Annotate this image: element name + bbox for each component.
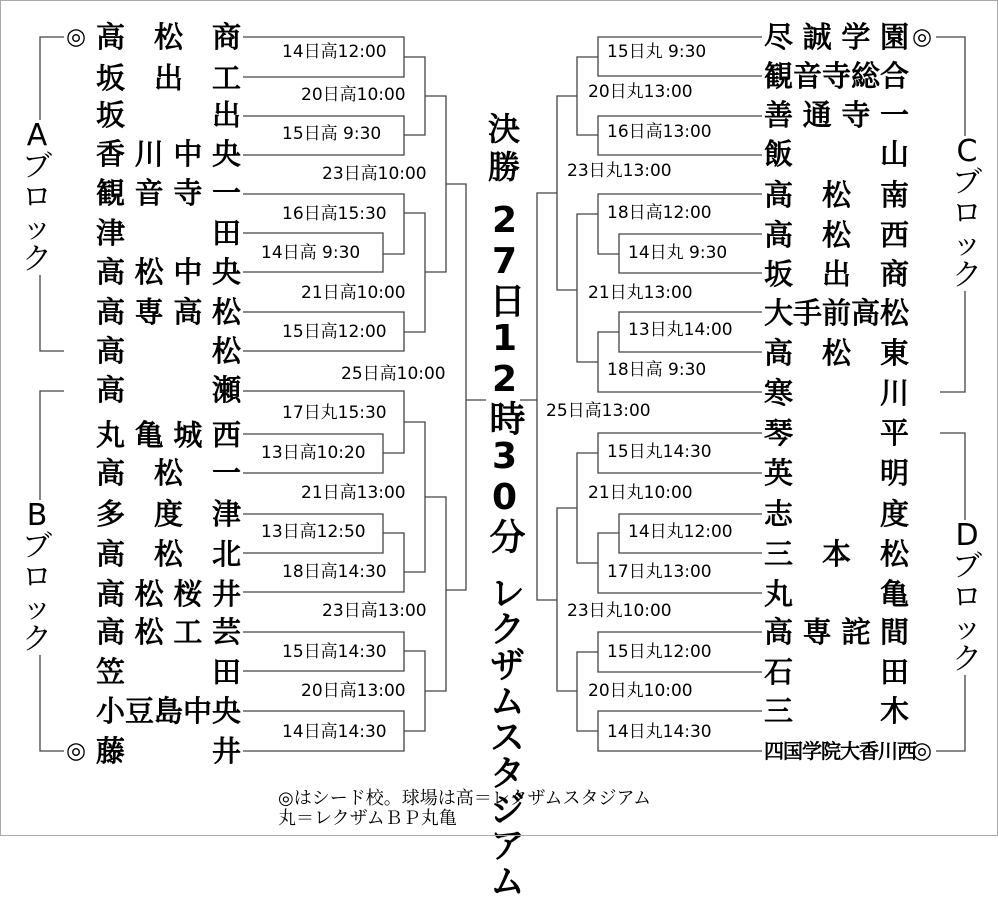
bracket-line <box>404 422 425 572</box>
final-venue: レクザムスタジアム <box>484 574 525 898</box>
game-label-l5: 16日高15:30 <box>282 204 387 224</box>
team-right-10: 寒川 <box>764 376 909 410</box>
game-label-l7: 21日高10:00 <box>301 283 406 303</box>
footnote-line-2: 丸＝レクザムＢＰ丸亀 <box>278 808 457 829</box>
team-right-8: 大手前高松 <box>764 296 910 330</box>
team-right-4: 飯山 <box>764 137 909 171</box>
game-label-l9: 25日高10:00 <box>341 364 446 384</box>
final-time: 12時30分 <box>484 318 525 554</box>
seed-mark-right-top: ◎ <box>912 24 933 50</box>
final-label: 決勝 <box>487 110 520 186</box>
game-label-l11: 13日高10:20 <box>261 443 366 463</box>
game-label-r18: 14日丸14:30 <box>607 722 712 742</box>
game-label-l17: 20日高13:00 <box>301 681 406 701</box>
team-left-16: 高松工芸 <box>96 615 241 649</box>
block-label-c: Cブロック <box>952 134 982 293</box>
game-label-r9: 18日高 9:30 <box>607 360 707 380</box>
game-label-r7: 21日丸13:00 <box>588 283 693 303</box>
team-left-3: 坂出 <box>96 98 241 132</box>
game-label-l4: 23日高10:00 <box>322 164 427 184</box>
seed-mark-right-bottom: ◎ <box>912 738 933 764</box>
bracket-line <box>425 497 446 691</box>
block-label-b: Bブロック <box>22 498 52 657</box>
team-left-1: 高松商 <box>96 20 241 54</box>
team-right-12: 英明 <box>764 456 909 490</box>
game-label-r14: 17日丸13:00 <box>607 562 712 582</box>
team-right-11: 琴平 <box>764 416 909 450</box>
game-label-r10: 25日高13:00 <box>546 401 651 421</box>
team-right-17: 石田 <box>764 655 909 689</box>
bracket-line <box>557 96 577 290</box>
team-left-2: 坂出工 <box>96 61 241 95</box>
team-right-18: 三木 <box>764 694 909 728</box>
team-right-3: 善通寺一 <box>764 98 909 132</box>
bracket-line <box>577 453 598 563</box>
team-right-5: 高松南 <box>764 178 909 212</box>
team-left-9: 高松 <box>96 334 241 368</box>
footnote-line-1: ◎はシード校。球場は高＝レクザムスタジアム <box>278 788 652 809</box>
bracket-line <box>404 57 425 135</box>
team-left-11: 丸亀城西 <box>96 418 241 452</box>
seed-mark-left-bottom: ◎ <box>66 738 87 764</box>
team-left-14: 高松北 <box>96 537 241 571</box>
final-date: 27日 <box>484 200 525 318</box>
game-label-l12: 21日高13:00 <box>301 483 406 503</box>
block-label-a: Aブロック <box>22 118 52 277</box>
game-label-r17: 20日丸10:00 <box>588 681 693 701</box>
team-right-14: 三本松 <box>764 537 909 571</box>
game-label-l16: 15日高14:30 <box>282 642 387 662</box>
team-left-18: 小豆島中央 <box>96 694 242 728</box>
game-label-r2: 20日丸13:00 <box>588 82 693 102</box>
game-label-r5: 18日高12:00 <box>607 203 712 223</box>
team-right-15: 丸亀 <box>764 577 909 611</box>
team-left-13: 多度津 <box>96 497 241 531</box>
game-label-r13: 14日丸12:00 <box>628 522 733 542</box>
game-label-r8: 13日丸14:00 <box>628 320 733 340</box>
game-label-l10: 17日丸15:30 <box>282 403 387 423</box>
game-label-r15: 23日丸10:00 <box>567 601 672 621</box>
bracket-line <box>404 213 425 332</box>
team-right-7: 坂出商 <box>764 257 909 291</box>
team-left-5: 観音寺一 <box>96 176 241 210</box>
team-right-2: 観音寺総合 <box>764 59 910 93</box>
team-left-4: 香川中央 <box>96 137 241 171</box>
team-right-16: 高専詫間 <box>764 615 909 649</box>
bracket-line <box>537 193 557 600</box>
team-right-9: 高松東 <box>764 336 909 370</box>
game-label-r16: 15日丸12:00 <box>607 642 712 662</box>
game-label-l1: 14日高12:00 <box>282 42 387 62</box>
game-label-r4: 23日丸13:00 <box>567 161 672 181</box>
seed-mark-left-top: ◎ <box>66 24 87 50</box>
game-label-r1: 15日丸 9:30 <box>607 42 707 62</box>
team-right-19: 四国学院大香川西 <box>764 739 916 763</box>
game-label-r12: 21日丸10:00 <box>588 483 693 503</box>
bracket-line <box>446 184 466 590</box>
game-label-l15: 23日高13:00 <box>322 601 427 621</box>
game-label-r3: 16日高13:00 <box>607 122 712 142</box>
team-left-15: 高松桜井 <box>96 577 241 611</box>
team-left-12: 高松一 <box>96 456 241 490</box>
team-left-17: 笠田 <box>96 655 241 689</box>
team-right-13: 志度 <box>764 497 909 531</box>
game-label-l6: 14日高 9:30 <box>261 243 361 263</box>
game-label-l18: 14日高14:30 <box>282 722 387 742</box>
team-left-10: 高瀬 <box>96 373 241 407</box>
bracket-line <box>404 651 425 731</box>
team-right-6: 高松西 <box>764 218 909 252</box>
game-label-r11: 15日丸14:30 <box>607 442 712 462</box>
block-label-d: Dブロック <box>952 518 982 677</box>
team-left-8: 高専高松 <box>96 295 241 329</box>
game-label-l2: 20日高10:00 <box>301 85 406 105</box>
team-right-1: 尽誠学園 <box>764 20 909 54</box>
game-label-l8: 15日高12:00 <box>282 322 387 342</box>
game-label-l14: 18日高14:30 <box>282 562 387 582</box>
team-left-19: 藤井 <box>96 734 241 768</box>
game-label-l3: 15日高 9:30 <box>282 124 382 144</box>
game-label-r6: 14日丸 9:30 <box>628 243 728 263</box>
game-label-l13: 13日高12:50 <box>261 522 366 542</box>
final-match <box>476 110 532 898</box>
bracket-line <box>425 96 446 272</box>
team-left-7: 高松中央 <box>96 255 241 289</box>
team-left-6: 津田 <box>96 216 241 250</box>
